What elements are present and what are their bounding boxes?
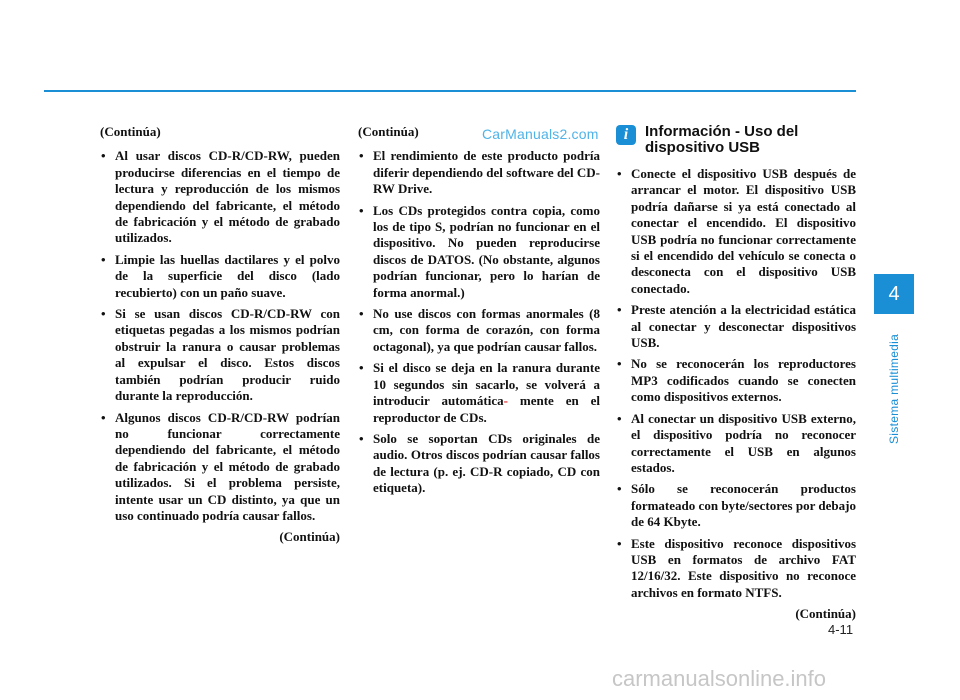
list-item: • Si se usan discos CD-R/CD-RW con etiquetas pegadas a los mismos podrían obstruir la ranura o causar problemas al expulsar el disco. Estos discos también podrían producir ruido durante la reproducción.	[100, 306, 340, 404]
list-item-text-continued: mente en el reproductor de CDs.	[373, 393, 601, 425]
list-item: • Este dispositivo reconoce dispositivos USB en formatos de archivo FAT 12/16/32. Este dispositivo no reconoce archivos en formato NTFS.	[616, 536, 856, 602]
hyphen-mark: -	[503, 393, 508, 409]
list-item: • Los CDs protegidos contra copia, como los de tipo S, podrían no funcionar en el dispositivo. No pueden reproducirse discos de DATOS. (No obstante, algunos podrían funcionar, pero lo harían de forma anormal.)	[358, 203, 600, 301]
continued-label-top: (Continúa)	[100, 124, 161, 139]
footer-watermark[interactable]: carmanualsonline.info	[612, 666, 827, 691]
watermark-link[interactable]: CarManuals2.com	[482, 126, 599, 142]
list-item: • Al conectar un dispositivo USB externo, el dispositivo podría no reconocer correctamente el USB en algunos estados.	[616, 411, 856, 477]
info-title: Información - Uso del dispositivo USB	[645, 123, 799, 156]
list-item	[358, 360, 600, 426]
chapter-tab: 4	[874, 274, 914, 314]
continued-label-top: (Continúa)	[358, 124, 419, 139]
continued-label-bottom: (Continúa)	[279, 529, 340, 545]
chapter-label: Sistema multimedia	[887, 333, 901, 444]
list-item: • Limpie las huellas dactilares y el polvo de la superficie del disco (lado recubierto) con un paño suave.	[100, 252, 340, 301]
header-rule	[44, 90, 856, 92]
list-item-text: Si el disco se deja en la ranura durante 10 segundos sin sacarlo, se volverá a introducir automática	[373, 360, 600, 409]
list-item: • El rendimiento de este producto podría diferir dependiendo del software del CD-RW Drive.	[358, 148, 600, 197]
list-item: • Preste atención a la electricidad estática al conectar y desconectar dispositivos USB.	[616, 302, 856, 351]
info-icon: i	[616, 125, 636, 145]
list-item: • Sólo se reconocerán productos formateado con byte/sectores por debajo de 64 Kbyte.	[616, 481, 856, 530]
list-item: • Conecte el dispositivo USB después de arrancar el motor. El dispositivo USB podría dañarse si ya está conectado al conectar el encendido. El dispositivo USB podría no funcionar correctamente si el encendido del vehículo se conecta o desconecta con el dispositivo USB conectado.	[616, 166, 856, 297]
list-item: • No se reconocerán los reproductores MP3 codificados cuando se conecten como dispositivos externos.	[616, 356, 856, 405]
page-number: 4-11	[828, 622, 854, 637]
bullet-list	[358, 148, 600, 496]
column-1	[100, 124, 340, 546]
continued-label-bottom: (Continúa)	[795, 606, 856, 622]
list-item: • Solo se soportan CDs originales de audio. Otros discos podrían causar fallos de lectura (p. ej. CD-R copiado, CD con etiqueta).	[358, 431, 600, 497]
bullet-list	[616, 166, 856, 601]
list-item: • No use discos con formas anormales (8 cm, con forma de corazón, con forma octagonal), ya que podrían causar fallos.	[358, 306, 600, 355]
info-heading	[616, 124, 856, 156]
column-3	[616, 124, 856, 623]
list-item: • Algunos discos CD-R/CD-RW podrían no funcionar correctamente dependiendo del fabricante, el método de fabricación y el método de grabado utilizados. Si el problema persiste, intente usar un CD distinto, ya que un uso continuado podría causar fallos.	[100, 410, 340, 525]
bullet-list	[100, 148, 340, 524]
list-item: • Al usar discos CD-R/CD-RW, pueden producirse diferencias en el tiempo de lectura y reproducción de los mismos dependiendo del fabricante, el método de fabricación y el método de grabado utilizados.	[100, 148, 340, 246]
column-2	[358, 124, 600, 502]
